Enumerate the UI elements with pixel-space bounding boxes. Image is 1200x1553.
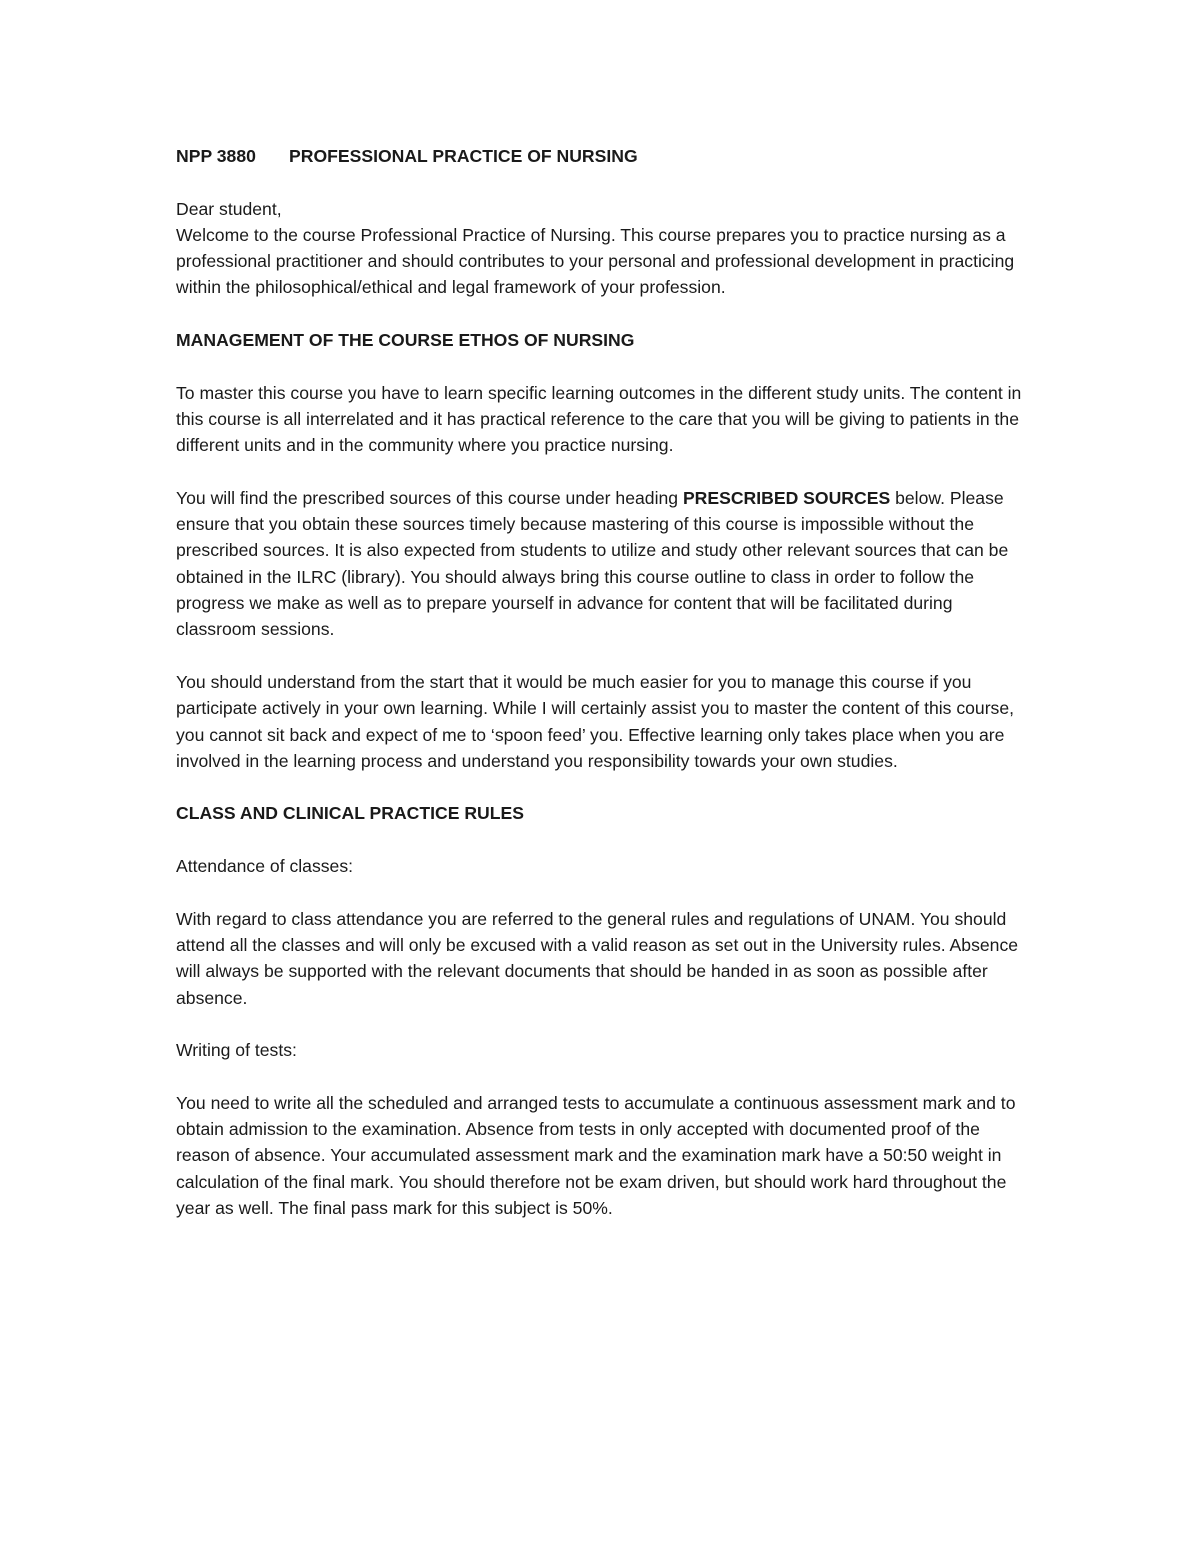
tests-paragraph: You need to write all the scheduled and arranged tests to accumulate a continuous assessment mark and to obtain admission to the examination. Absence from tests in only accepted with documented proof of the reason of absence. Your accumulated assessment mark and the examination mark have a 50:50 weight in calculation of the final mark. You should therefore not be exam driven, but should work hard throughout the year as well. The final pass mark for this subject is 50%. bbox=[176, 1092, 1016, 1218]
mastery-paragraph: To master this course you have to learn specific learning outcomes in the different study units. The content in this course is all interrelated and it has practical reference to the care that you will be giving to patients in the different units and in the community where you practice nursing. bbox=[176, 382, 1022, 456]
document-title bbox=[176, 143, 1036, 169]
welcome-paragraph: Welcome to the course Professional Practice of Nursing. This course prepares you to practice nursing as a professional practitioner and should contributes to your personal and professional development in practicing within the philosophical/ethical and legal framework of your profession. bbox=[176, 224, 1015, 298]
heading-rules: CLASS AND CLINICAL PRACTICE RULES bbox=[176, 803, 524, 824]
subheading-tests: Writing of tests: bbox=[176, 1040, 297, 1061]
heading-management: MANAGEMENT OF THE COURSE ETHOS OF NURSING bbox=[176, 330, 635, 351]
course-title: PROFESSIONAL PRACTICE OF NURSING bbox=[289, 146, 638, 166]
sources-paragraph bbox=[176, 485, 1036, 643]
document-body bbox=[176, 143, 1036, 1247]
sources-text-after: below. Please ensure that you obtain these sources timely because mastering of this course is impossible without the prescribed sources. It is also expected from students to utilize and study other relevant sources that can be obtained in the ILRC (library). You should always bring this course outline to class in order to follow the progress we make as well as to prepare yourself in advance for content that will be facilitated during classroom sessions. bbox=[176, 487, 1009, 640]
sources-text-before: You will find the prescribed sources of this course under heading bbox=[176, 487, 683, 508]
participation-paragraph: You should understand from the start that it would be much easier for you to manage this course if you participate actively in your own learning. While I will certainly assist you to master the content of this course, you cannot sit back and expect of me to ‘spoon feed’ you. Effective learning only takes place when you are involved in the learning process and understand you responsibility towards your own studies. bbox=[176, 671, 1015, 771]
course-code: NPP 3880 bbox=[176, 146, 256, 166]
prescribed-sources-emphasis: PRESCRIBED SOURCES bbox=[682, 487, 891, 508]
attendance-paragraph: With regard to class attendance you are referred to the general rules and regulations of UNAM. You should attend all the classes and will only be excused with a valid reason as set out in the University rules. Absence will always be supported with the relevant documents that should be handed in as soon as possible after absence. bbox=[176, 908, 1019, 1008]
subheading-attendance: Attendance of classes: bbox=[176, 856, 354, 877]
salutation: Dear student, bbox=[176, 198, 282, 219]
